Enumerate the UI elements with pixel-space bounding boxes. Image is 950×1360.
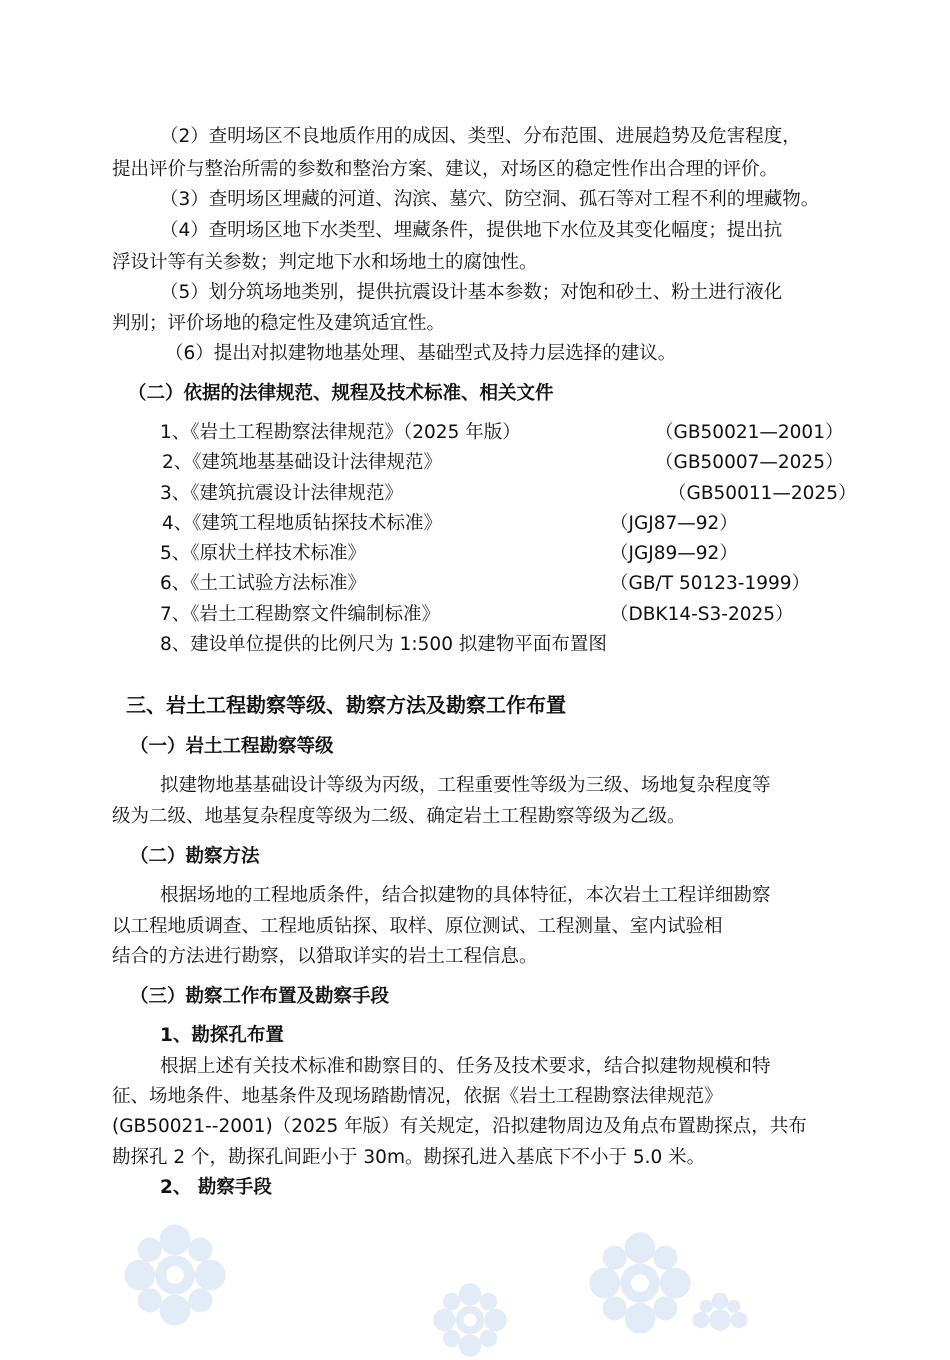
grade-line-1: 拟建物地基基础设计等级为丙级，工程重要性等级为三级、场地复杂程度等 <box>160 775 771 796</box>
borehole-line-1: 根据上述有关技术标准和勘察目的、任务及技术要求，结合拟建物规模和特 <box>160 1056 771 1077</box>
snowflake-watermark-icon <box>690 1290 750 1344</box>
standard-name: 3、《建筑抗震设计法律规范》 <box>160 483 404 504</box>
intro-line-4: （4）查明场区地下水类型、埋藏条件，提供地下水位及其变化幅度；提出抗 <box>160 220 783 241</box>
standard-code: （GB50021—2001） <box>655 422 844 443</box>
snowflake-watermark-icon <box>430 1280 510 1360</box>
intro-line-1: （2）查明场区不良地质作用的成因、类型、分布范围、进展趋势及危害程度， <box>160 126 801 147</box>
snowflake-watermark-icon <box>120 1220 230 1330</box>
standard-code: （GB50011—2025） <box>668 483 857 504</box>
borehole-line-3: (GB50021--2001)（2025 年版）有关规定，沿拟建物周边及角点布置勘探点，共布 <box>112 1116 807 1137</box>
standard-code: （GB/T 50123-1999） <box>610 573 811 594</box>
intro-line-5: 浮设计等有关参数；判定地下水和场地土的腐蚀性。 <box>112 252 538 273</box>
method-line-1: 根据场地的工程地质条件，结合拟建物的具体特征，本次岩土工程详细勘察 <box>160 885 771 906</box>
standard-name: 2、《建筑地基基础设计法律规范》 <box>162 452 443 473</box>
section-heading-standards: （二）依据的法律规范、规程及技术标准、相关文件 <box>128 383 554 404</box>
subsection-heading-method: （二）勘察方法 <box>130 846 260 867</box>
intro-line-2: 提出评价与整治所需的参数和整治方案、建议，对场区的稳定性作出合理的评价。 <box>112 159 779 180</box>
subsection-heading-grade: （一）岩土工程勘察等级 <box>130 736 334 757</box>
method-line-3: 结合的方法进行勘察，以猎取详实的岩土工程信息。 <box>112 946 538 967</box>
item-heading-methods: 2、 勘察手段 <box>160 1177 272 1198</box>
standard-name: 4、《建筑工程地质钻探技术标准》 <box>162 513 443 534</box>
subsection-heading-layout: （三）勘察工作布置及勘察手段 <box>130 986 390 1007</box>
borehole-line-4: 勘探孔 2 个，勘探孔间距小于 30m。勘探孔进入基底下不小于 5.0 米。 <box>112 1147 706 1168</box>
method-line-2: 以工程地质调查、工程地质钻探、取样、原位测试、工程测量、室内试验相 <box>112 916 723 937</box>
item-heading-boreholes: 1、勘探孔布置 <box>160 1025 284 1046</box>
standard-code: （GB50007—2025） <box>655 452 844 473</box>
standard-name: 5、《原状土样技术标准》 <box>160 543 367 564</box>
chapter-heading: 三、岩土工程勘察等级、勘察方法及勘察工作布置 <box>126 693 566 717</box>
standard-code: （JGJ87—92） <box>610 513 738 534</box>
standard-code: （DBK14-S3-2025） <box>610 604 794 625</box>
standard-name: 7、《岩土工程勘察文件编制标准》 <box>160 604 441 625</box>
standard-name: 1、《岩土工程勘察法律规范》（2025 年版） <box>160 422 521 443</box>
intro-line-8: （6）提出对拟建物地基处理、基础型式及持力层选择的建议。 <box>165 343 677 364</box>
intro-line-6: （5）划分筑场地类别，提供抗震设计基本参数；对饱和砂土、粉土进行液化 <box>160 282 783 303</box>
standard-code: （JGJ89—92） <box>610 543 738 564</box>
snowflake-watermark-icon <box>585 1228 695 1338</box>
standard-name: 6、《土工试验方法标准》 <box>160 573 367 594</box>
standard-name: 8、建设单位提供的比例尺为 1:500 拟建物平面布置图 <box>160 634 607 655</box>
intro-line-7: 判别；评价场地的稳定性及建筑适宜性。 <box>112 313 446 334</box>
grade-line-2: 级为二级、地基复杂程度等级为二级、确定岩土工程勘察等级为乙级。 <box>112 806 686 827</box>
borehole-line-2: 征、场地条件、地基条件及现场踏勘情况，依据《岩土工程勘察法律规范》 <box>112 1086 723 1107</box>
intro-line-3: （3）查明场区埋藏的河道、沟滨、墓穴、防空洞、孤石等对工程不利的埋藏物。 <box>160 189 820 210</box>
